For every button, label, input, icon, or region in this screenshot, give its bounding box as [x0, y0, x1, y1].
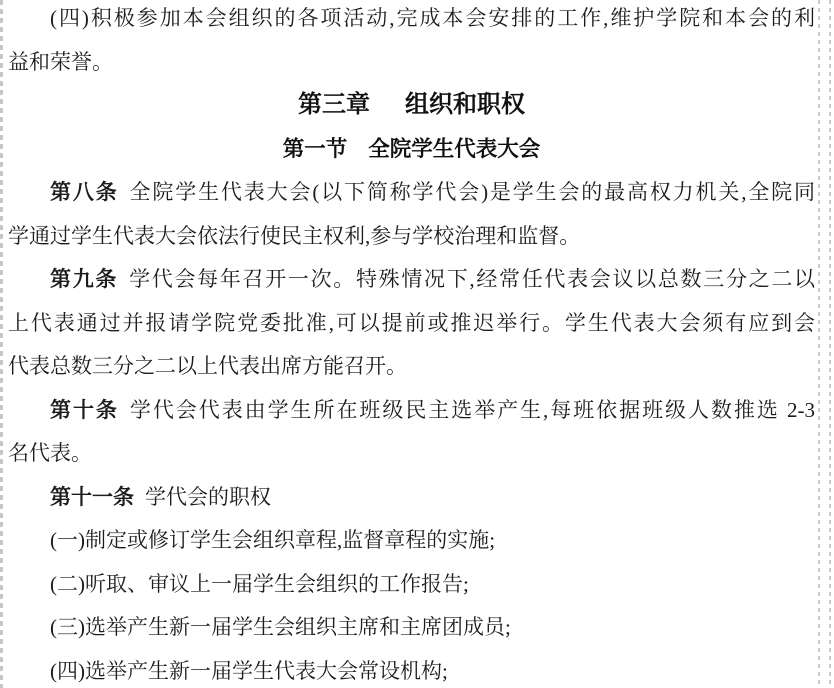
article-10-text: 学代会代表由学生所在班级民主选举产生,每班依据班级人数推选 2-3 [129, 397, 816, 422]
chapter-title: 组织和职权 [405, 92, 525, 118]
text-line: 学通过学生代表大会依法行使民主权利,参与学校治理和监督。 [8, 223, 581, 248]
article-11-text: 学代会的职权 [145, 484, 271, 509]
page-edge-dashed-right-outer [829, 0, 831, 688]
article-10-term: 第十条 [50, 397, 119, 422]
article-9-text: 学代会每年召开一次。特殊情况下,经常任代表会议以总数三分之二以 [129, 267, 816, 291]
section-title: 全院学生代表大会 [368, 136, 541, 161]
section-number: 第一节 [282, 136, 348, 161]
article-8-text: 全院学生代表大会(以下简称学代会)是学生会的最高权力机关,全院同 [129, 180, 816, 204]
list-item: (一)制定或修订学生会组织章程,监督章程的实施; [50, 528, 496, 552]
document-page [8, 0, 815, 688]
list-item: (三)选举产生新一届学生会组织主席和主席团成员; [50, 615, 511, 639]
text-line [8, 258, 815, 302]
text-line: 代表总数三分之二以上代表出席方能召开。 [8, 354, 407, 378]
chapter-number: 第三章 [298, 92, 370, 118]
page-boundary-dashed-right-inner [818, 0, 820, 688]
text-line: (四)积极参加本会组织的各项活动,完成本会安排的工作,维护学院和本会的利 [50, 6, 815, 30]
article-11-term: 第十一条 [50, 484, 134, 509]
article-8-term: 第八条 [50, 180, 119, 204]
chapter-heading [8, 84, 815, 128]
article-9-term: 第九条 [50, 267, 119, 291]
text-line: 益和荣誉。 [8, 49, 113, 74]
section-heading [8, 128, 815, 172]
article-8 [8, 171, 815, 258]
text-line [8, 171, 815, 215]
list-item: (四)选举产生新一届学生代表大会常设机构; [50, 658, 448, 683]
text-line [8, 389, 815, 433]
page-edge-dashed-left [0, 0, 3, 688]
article-11-items [8, 519, 815, 688]
list-item: (二)听取、审议上一届学生会组织的工作报告; [50, 571, 469, 596]
text-line: 名代表。 [8, 441, 92, 465]
article-9 [8, 258, 815, 389]
article-11 [8, 476, 815, 520]
text-line: 上代表通过并报请学院党委批准,可以提前或推迟举行。学生代表大会须有应到会 [8, 310, 815, 335]
text-line [8, 476, 815, 520]
intro-paragraph [8, 0, 815, 84]
article-10 [8, 389, 815, 476]
